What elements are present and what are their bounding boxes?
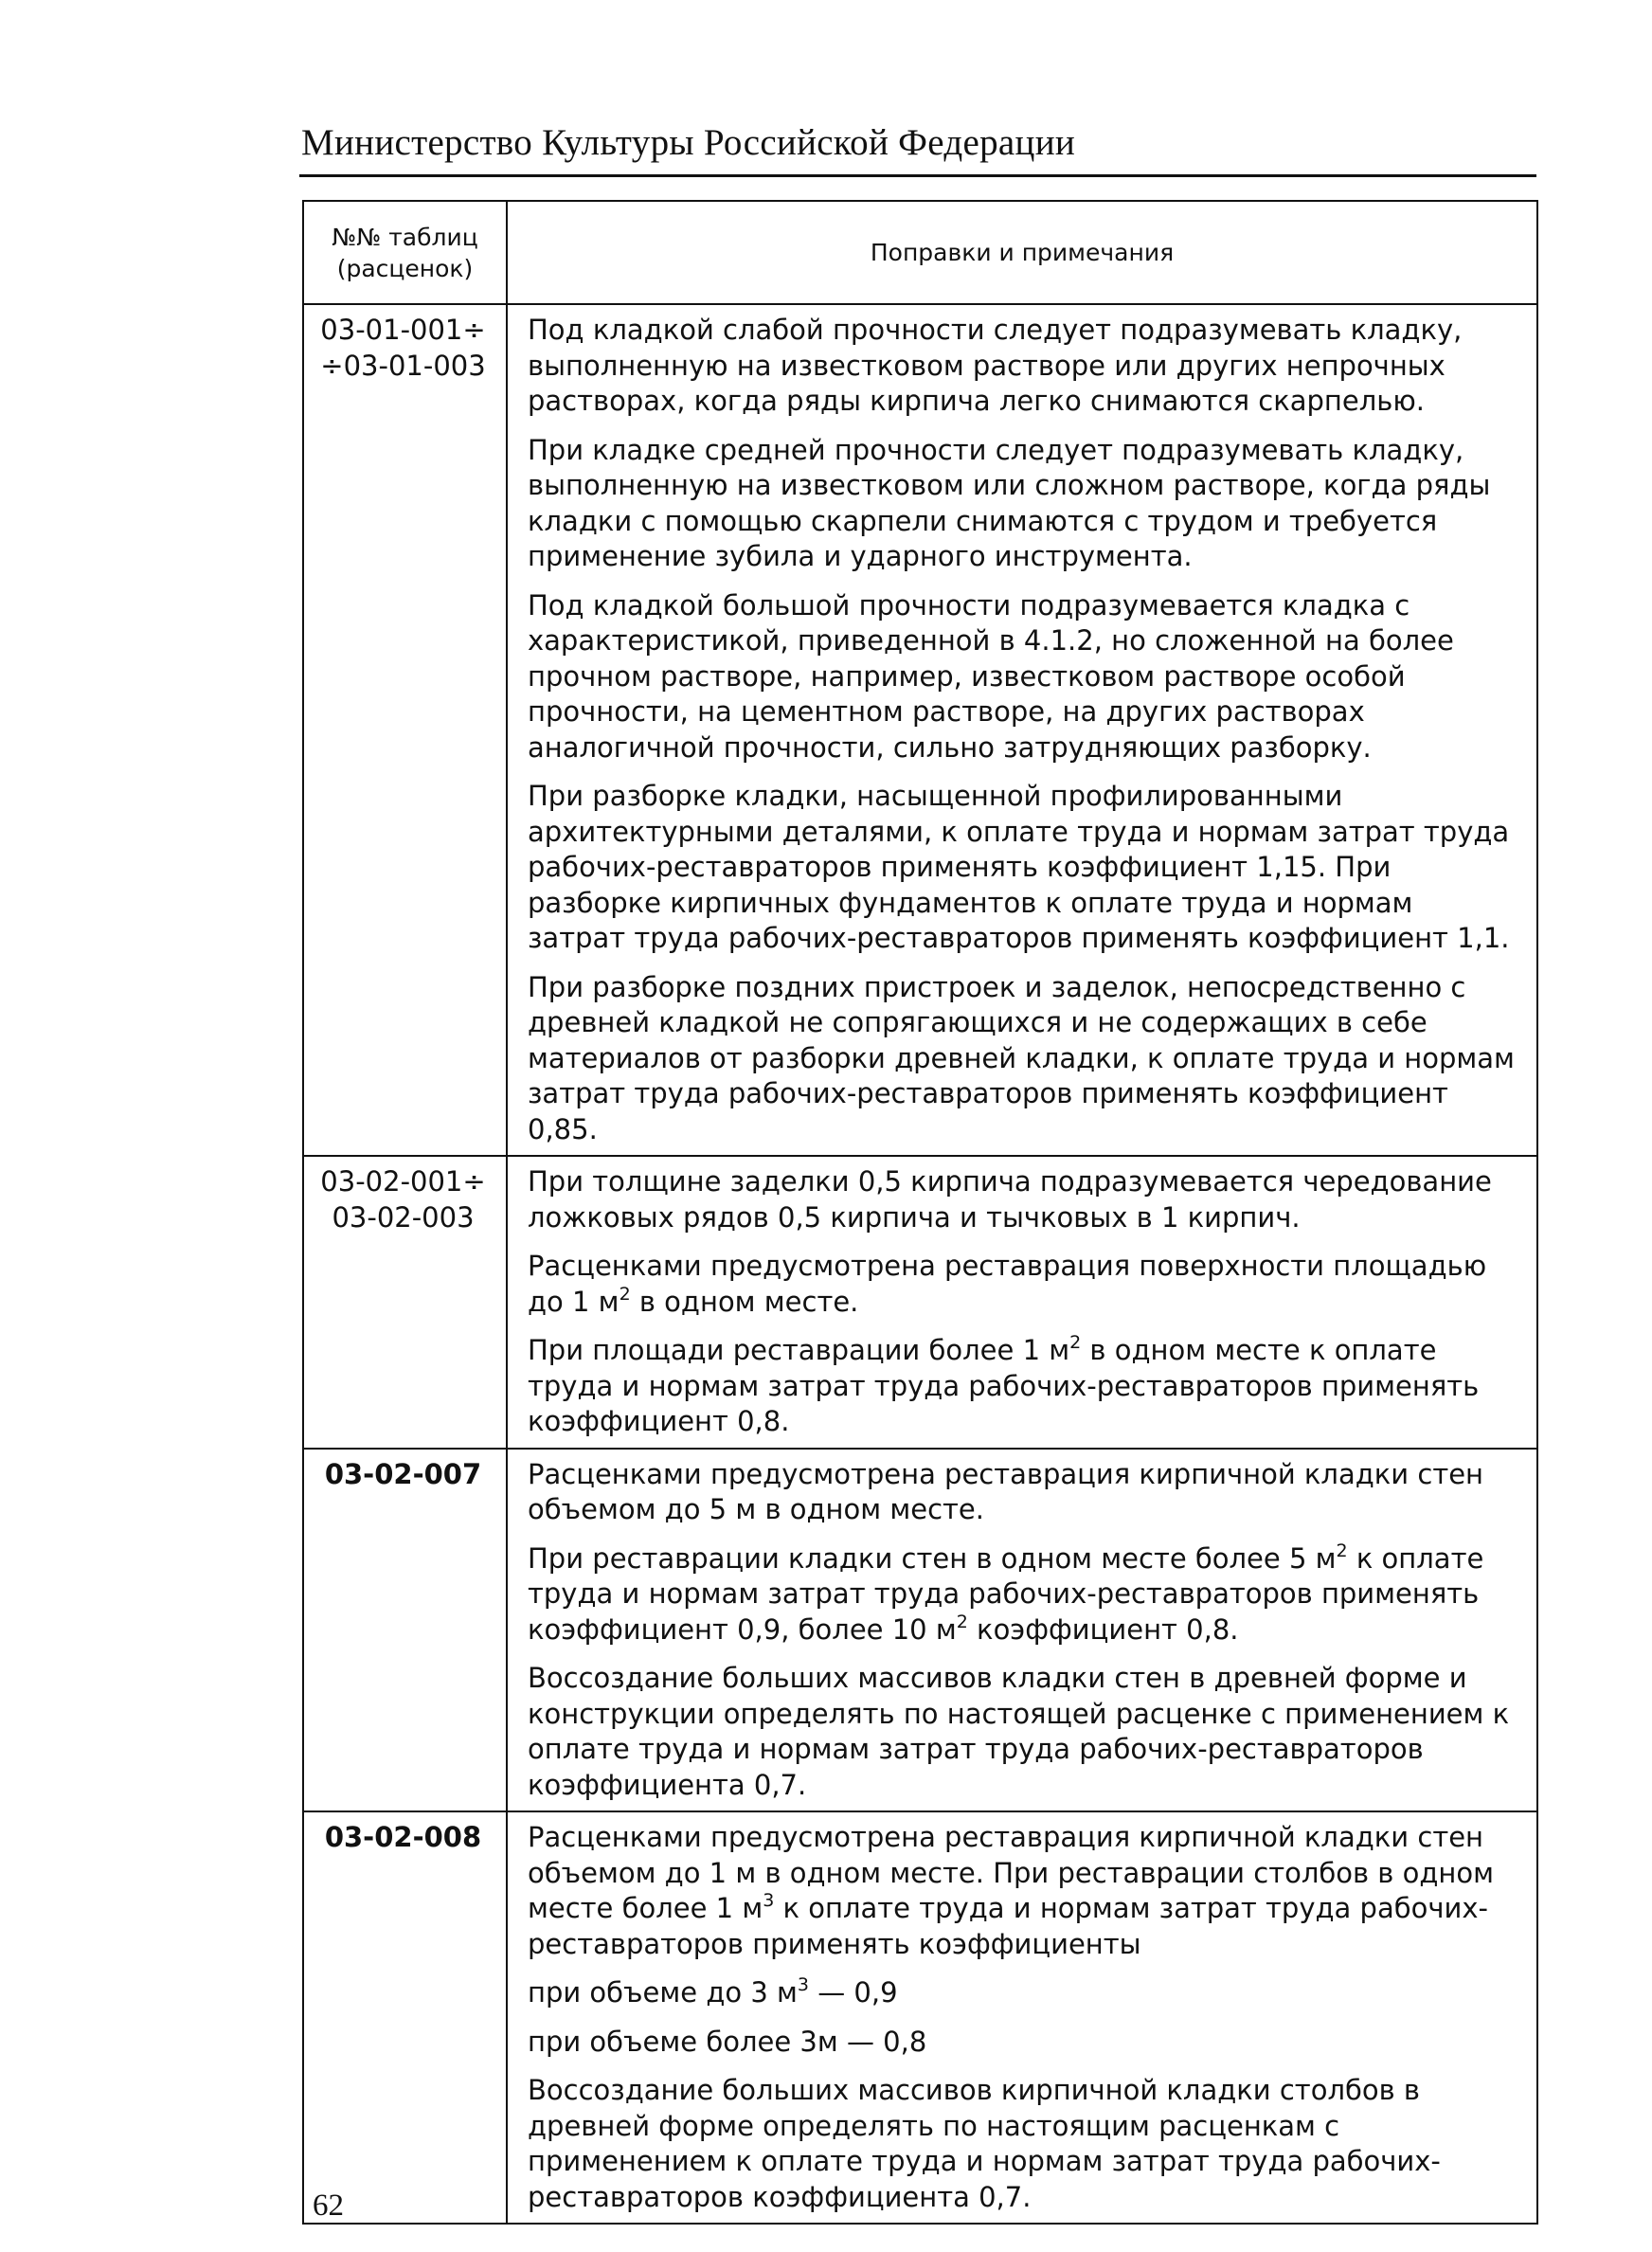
column-header-codes [303,201,507,304]
note-paragraph: При разборке кладки, насыщенной профилированными архитектурными деталями, к оплате труда и нормам затрат труда рабочих-реставраторов применять коэффициент 1,15. При разборке кирпичных фундаментов к оплате труда и нормам затрат труда рабочих-реставраторов применять коэффициент 1,1. [528,780,1510,954]
header-rule [299,174,1536,177]
table-row [303,1811,1537,2224]
row-code: 03-01-001÷ [320,314,486,346]
column-header-codes-text: №№ таблиц (расценок) [332,223,478,282]
note-paragraph: При кладке средней прочности следует подразумевать кладку, выполненную на известковом или сложном растворе, когда ряды кладки с помощью скарпели снимаются с трудом и требуется применение зубила и ударного инструмента. [528,433,1491,572]
row-code: 03-02-008 [324,1821,482,1853]
note-paragraph [528,1820,1517,1962]
superscript: 2 [619,1283,631,1305]
row-code: 03-02-007 [324,1457,482,1490]
note-paragraph [528,1249,1517,1320]
note-paragraph: Под кладкой слабой прочности следует подразумевать кладку, выполненную на известковом растворе или других непрочных растворах, когда ряды кирпича легко снимаются скарпелью. [528,314,1463,417]
note-paragraph: Воссоздание больших массивов кирпичной кладки столбов в древней форме определять по настоящим расценкам с применением к оплате труда и нормам затрат труда рабочих-реставраторов коэффициента 0,7. [528,2074,1441,2213]
row-notes-cell [507,1449,1537,1812]
superscript: 3 [797,1974,809,1996]
row-notes-cell [507,1811,1537,2224]
note-text: При площади реставрации более 1 м [528,1334,1070,1366]
note-paragraph [528,1541,1517,1648]
table-row [303,304,1537,1156]
note-paragraph: Под кладкой большой прочности подразумевается кладка с характеристикой, приведенной в 4.1.2, но сложенной на более прочном растворе, например, известковом растворе особой прочности, на цементном растворе, на других растворах аналогичной прочности, сильно затрудняющих разборку. [528,588,1454,764]
table-row [303,1449,1537,1812]
note-text: коэффициент 0,8. [967,1612,1239,1646]
note-text: Расценками предусмотрена реставрация поверхности площадью до 1 м [528,1250,1487,1318]
superscript: 2 [956,1611,968,1632]
table-row [303,1156,1537,1449]
note-text: При реставрации кладки стен в одном месте более 5 м [528,1541,1337,1575]
note-paragraph: При разборке поздних пристроек и заделок, непосредственно с древней кладкой не сопрягающихся и не содержащих в себе материалов от разборки древней кладки, к оплате труда и нормам затрат труда рабочих-реставраторов применять коэффициент 0,85. [528,970,1515,1145]
note-text: к оплате труда и нормам затрат труда рабочих-реставраторов применять коэффициент 0,9, более 10 м [528,1541,1484,1646]
note-paragraph: Расценками предусмотрена реставрация кирпичной кладки стен объемом до 5 м в одном месте. [528,1457,1484,1525]
column-header-notes: Поправки и примечания [507,201,1537,304]
superscript: 2 [1069,1332,1082,1354]
superscript: 2 [1336,1540,1348,1561]
page-header-title: Министерство Культуры Российской Федерации [301,122,1076,163]
note-paragraph: при объеме более 3м — 0,8 [528,2025,927,2058]
page-number: 62 [313,2189,344,2223]
note-text: Расценками предусмотрена реставрация кирпичной кладки стен объемом до 1 м в одном месте. При реставрации столбов в одном месте более 1 м [528,1821,1494,1924]
corrections-table [302,200,1538,2225]
row-notes-cell [507,1156,1537,1449]
row-code-cell [303,1811,507,2224]
note-paragraph [528,1975,1517,2011]
note-text: в одном месте к оплате труда и нормам затрат труда рабочих-реставраторов применять коэффициент 0,8. [528,1334,1480,1437]
row-code: ÷03-01-003 [320,349,486,382]
note-paragraph: Воссоздание больших массивов кладки стен в древней форме и конструкции определять по настоящей расценке с применением к оплате труда и нормам затрат труда рабочих-реставраторов коэффициента 0,7. [528,1662,1510,1801]
row-code-cell [303,1449,507,1812]
note-text: к оплате труда и нормам затрат труда рабочих-реставраторов применять коэффициенты [528,1892,1488,1960]
row-code-cell [303,304,507,1156]
row-notes-cell [507,304,1537,1156]
row-code: 03-02-003 [332,1200,475,1234]
note-text: — 0,9 [808,1976,898,2009]
note-text: в одном месте. [630,1285,859,1318]
note-paragraph: При толщине заделки 0,5 кирпича подразумевается чередование ложковых рядов 0,5 кирпича и тычковых в 1 кирпич. [528,1165,1492,1234]
note-paragraph [528,1333,1517,1440]
table-header-row [303,201,1537,304]
row-code-cell [303,1156,507,1449]
note-text: при объеме до 3 м [528,1976,798,2009]
row-code: 03-02-001÷ [320,1165,486,1198]
superscript: 3 [763,1890,775,1912]
